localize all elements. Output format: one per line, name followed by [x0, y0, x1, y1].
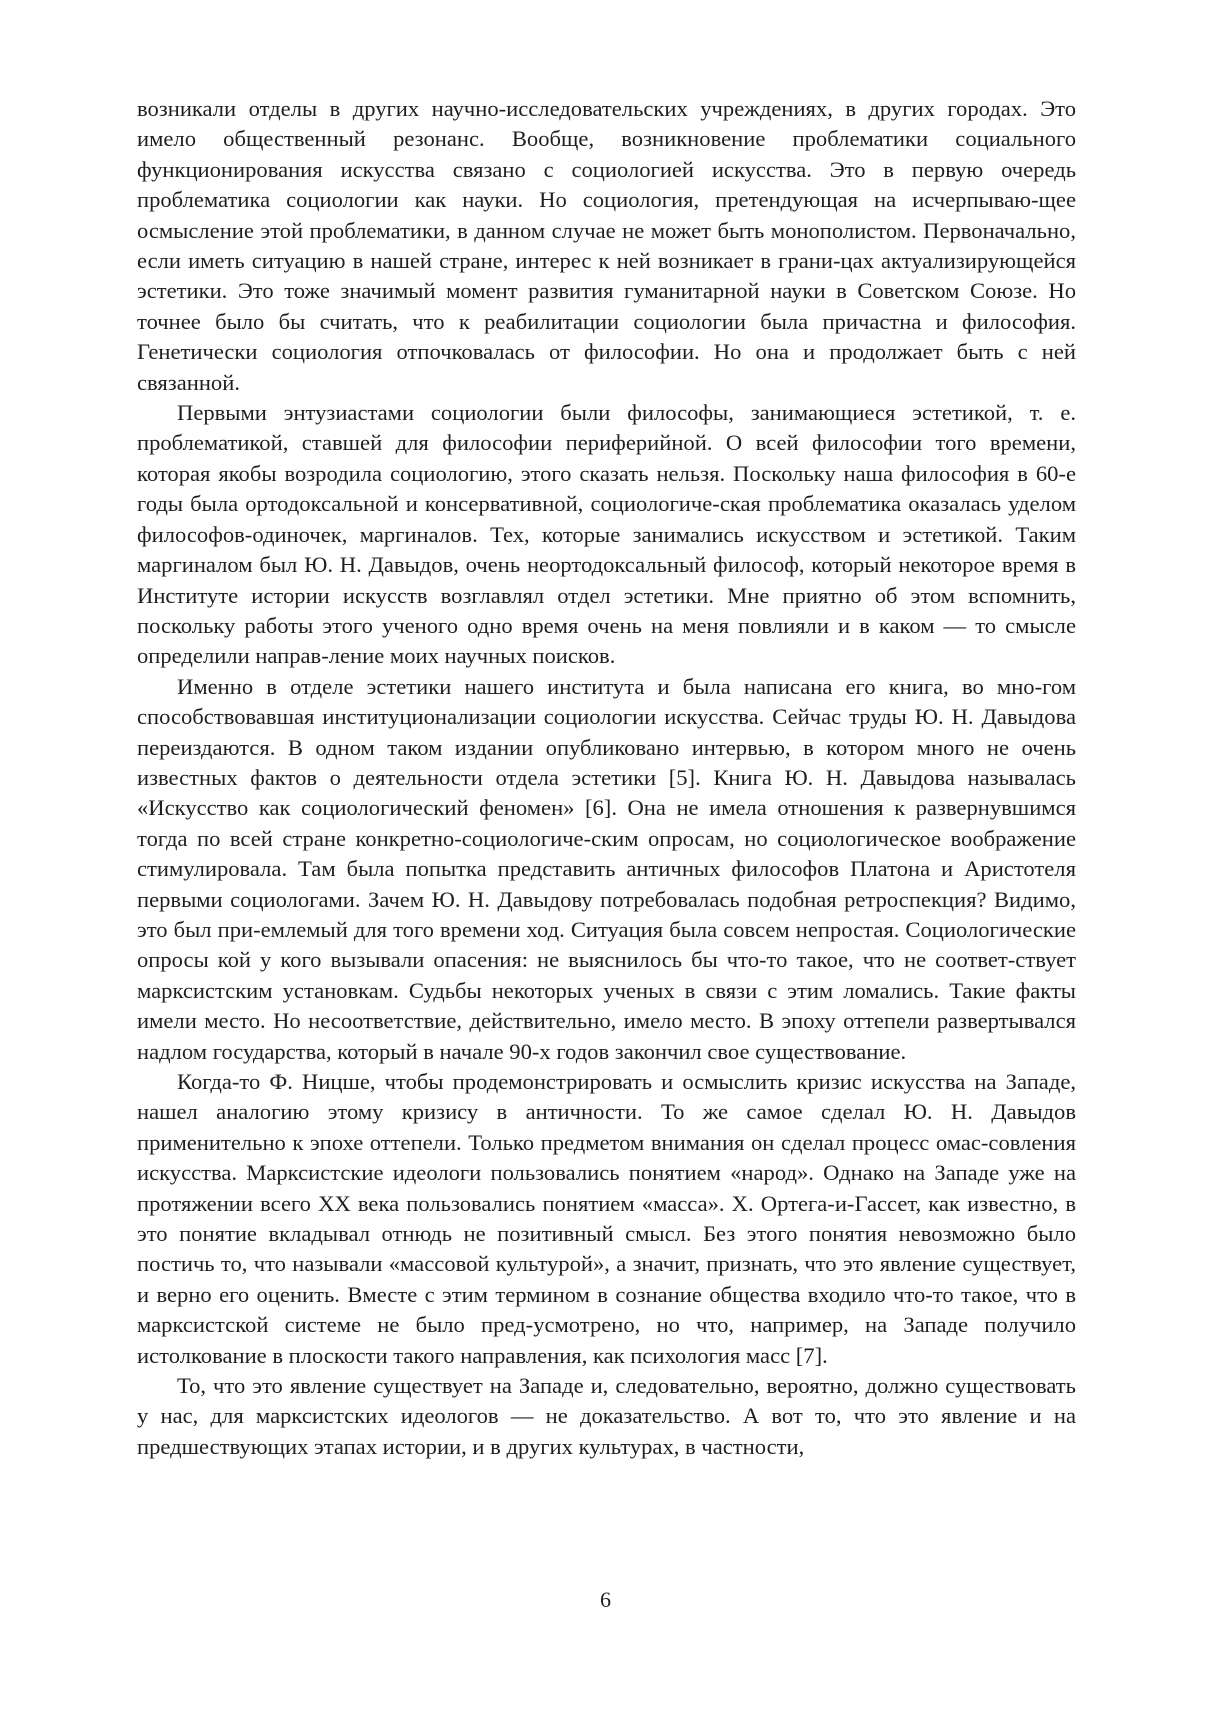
text-line: ление моих научных поисков. — [328, 643, 616, 669]
paragraph-3 — [137, 672, 1076, 1067]
text-line: Западе, нашел аналогию этому кризису в античности. То же самое сделал Ю. Н. Давыдов — [137, 1069, 1076, 1125]
text-line: понятия невозможно было постичь то, что называли «массовой культурой», а значит, — [137, 1221, 1076, 1277]
text-line: признать, что это явление существует, и верно его оценить. Вместе с этим термином — [137, 1251, 1076, 1307]
text-line: совления искусства. Марксистские идеологи пользовались понятием «народ». Однако — [137, 1129, 1076, 1186]
text-line: возникали отделы в других научно-исследовательских учреждениях, в других городах. — [137, 96, 1028, 121]
text-line: усмотрено, но что, например, на Западе получило истолкование в плоскости такого — [137, 1312, 1076, 1368]
text-line: опросы кой у кого вызывали опасения: не выяснилось бы что-то такое, что не соответ- — [137, 947, 1016, 973]
text-line: в сознание общества входило что-то такое, что в марксистской системе не было пред- — [137, 1281, 1076, 1338]
text-line: Первыми энтузиастами социологии были философы, занимающиеся эстетикой, — [177, 400, 1013, 426]
text-line: направления, как психология масс [7]. — [460, 1342, 828, 1368]
text-line: существовать у нас, для марксистских идеологов — не доказательство. А вот то, что — [137, 1373, 1076, 1429]
text-line: на Западе уже на протяжении всего XX века пользовались понятием «масса». Х. Ортега- — [137, 1160, 1076, 1216]
paragraph-1 — [137, 94, 1076, 398]
text-line: ученого одно время очень на меня повлияли и в каком — то смысле определили направ- — [137, 612, 1076, 669]
text-line: емлемый для того времени ход. Ситуация была совсем непростая. Социологические — [260, 916, 1076, 942]
text-line: применительно к эпохе оттепели. Только предметом внимания он сделал процесс омас- — [137, 1129, 989, 1155]
text-line: оттепели развертывался надлом государства, который в начале 90-х годов закончил — [137, 1008, 1077, 1064]
text-line: Именно в отделе эстетики нашего института и была написана его книга, во мно- — [177, 673, 1043, 699]
text-line: Но она и продолжает быть с ней связанной. — [137, 339, 1076, 395]
text-line: цах актуализирующейся эстетики. Это тоже значимый момент развития гуманитарной — [137, 248, 1076, 304]
page-number: 6 — [600, 1587, 611, 1612]
text-line: ствует марксистским установкам. Судьбы некоторых ученых в связи с этим ломались. — [137, 947, 1076, 1003]
paragraph-5 — [137, 1371, 1076, 1462]
text-line: науки в Советском Союзе. Но точнее было бы считать, что к реабилитации социологии — [137, 278, 1076, 334]
text-line: времени, которая якобы возродила социологию, этого сказать нельзя. Поскольку — [137, 430, 1076, 486]
text-line: Это имело общественный резонанс. Вообще, возникновение проблематики социального — [137, 96, 1076, 152]
paragraph-4 — [137, 1067, 1076, 1371]
text-line: Когда-то Ф. Ницше, чтобы продемонстрировать и осмыслить кризис искусства на — [177, 1069, 997, 1094]
text-line: представить античных философов Платона и Аристотеля первыми социологами. — [137, 856, 1076, 912]
text-line: это явление и на предшествующих этапах истории, и в других культурах, в частности, — [137, 1403, 1076, 1459]
text-line: не имела отношения к развернувшимся тогда по всей стране конкретно-социологиче- — [137, 795, 1077, 851]
text-line: Такие факты имели место. Но несоответствие, действительно, имело место. В эпоху — [137, 977, 1076, 1034]
text-line: ская проблематика оказалась уделом философов-одиночек, маргиналов. Тех, которые — [137, 491, 1076, 547]
text-line: неортодоксальный философ, который некоторое время в Институте истории искусств — [137, 552, 1076, 608]
text-line: занимались искусством и эстетикой. Таким маргиналом был Ю. Н. Давыдов, очень — [137, 521, 1076, 578]
text-line: Зачем Ю. Н. Давыдову потребовалась подобная ретроспекция? Видимо, это был при- — [137, 886, 1076, 942]
text-line: свое существование. — [707, 1038, 907, 1064]
text-line: функционирования искусства связано с социологией искусства. Это в первую очередь — [137, 156, 1076, 182]
text-line: была причастна и философия. Генетически социология отпочковалась от философии. — [137, 308, 1077, 365]
text-line: Первоначально, если иметь ситуацию в нашей стране, интерес к ней возникает в грани- — [137, 217, 1076, 274]
text-line: То, что это явление существует на Западе и, следовательно, вероятно, должно — [177, 1373, 939, 1399]
text-line: возглавлял отдел эстетики. Мне приятно об этом вспомнить, поскольку работы этого — [137, 582, 1076, 638]
text-line: проблематика социологии как науки. Но социология, претендующая на исчерпываю- — [137, 187, 1039, 213]
text-line: в котором много не очень известных фактов о деятельности отдела эстетики [5]. — [137, 734, 1076, 790]
text-line: щее осмысление этой проблематики, в данном случае не может быть монополистом. — [137, 187, 1076, 243]
paragraph-2 — [137, 398, 1076, 672]
text-line: Книга Ю. Н. Давыдова называлась «Искусство как социологический феномен» [6]. Она — [137, 764, 1076, 821]
page-body-text — [137, 94, 1076, 1462]
text-line: гом способствовавшая институционализации социологии искусства. Сейчас труды — [137, 673, 1076, 730]
text-line: ским опросам, но социологическое воображение стимулировала. Там была попытка — [137, 825, 1076, 882]
text-line: Ю. Н. Давыдова переиздаются. В одном таком издании опубликовано интервью, — [137, 704, 1076, 760]
text-line: наша философия в 60-е годы была ортодоксальной и консервативной, социологиче- — [137, 460, 1076, 517]
text-line: т. е. проблематикой, ставшей для философии периферийной. О всей философии того — [137, 400, 1076, 456]
text-line: и-Гассет, как известно, в это понятие вкладывал отнюдь не позитивный смысл. Без этого — [137, 1190, 1076, 1247]
